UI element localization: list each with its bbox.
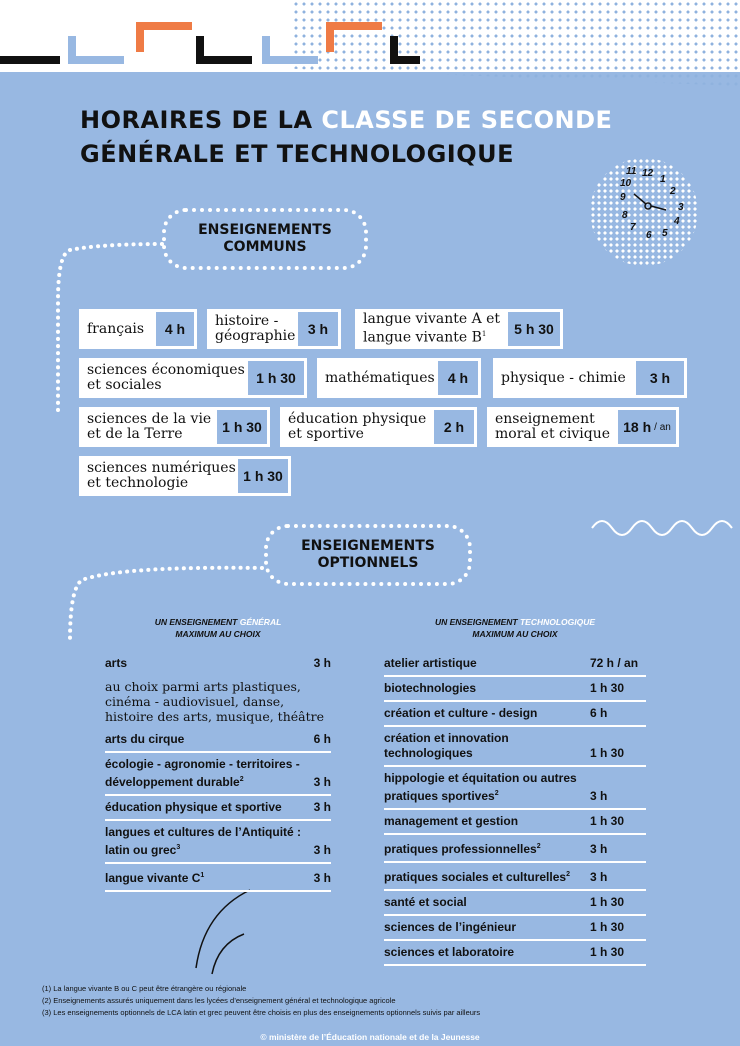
clock-number: 12 <box>642 168 654 179</box>
option-hours: 72 h / an <box>590 656 639 670</box>
section-badge-communs: ENSEIGNEMENTS COMMUNS <box>162 208 368 270</box>
option-name: langues et cultures de l’Antiquité : latin ou grec$^3$ <box>105 825 302 857</box>
course-hours: 3 h <box>636 361 684 395</box>
option-hours: 3 h <box>590 842 608 856</box>
option-hours: 1 h 30 <box>590 895 625 909</box>
option-row <box>105 753 331 796</box>
general-column-heading: UN ENSEIGNEMENT GÉNÉRAL MAXIMUM AU CHOIX <box>154 617 282 639</box>
course-card <box>317 358 481 398</box>
course-label: sciences de la vie et de la Terre <box>87 411 212 442</box>
option-hours: 3 h <box>313 871 331 885</box>
course-label: sciences économiques et sociales <box>87 362 245 393</box>
course-hours: 4 h <box>156 312 194 346</box>
option-hours: 3 h <box>313 775 331 789</box>
option-row <box>384 767 646 810</box>
option-hours: 3 h <box>313 843 331 857</box>
course-card <box>207 309 341 349</box>
course-card <box>79 456 291 496</box>
option-row <box>384 810 646 835</box>
option-row <box>105 864 331 892</box>
option-name: hippologie et équitation ou autres pratiques sportives$^2$ <box>384 771 577 803</box>
option-row <box>105 728 331 753</box>
option-hours: 3 h <box>590 870 608 884</box>
clock-number: 8 <box>622 210 628 221</box>
option-hours: 3 h <box>313 656 331 670</box>
clock-number: 2 <box>670 186 676 197</box>
option-name: écologie - agronomie - territoires - développement durable$^2$ <box>105 757 300 789</box>
footnotes <box>42 983 480 1019</box>
course-hours: 5 h 30 <box>508 312 560 346</box>
course-hours: 1 h 30 <box>217 410 267 444</box>
clock-number: 11 <box>626 166 637 177</box>
course-label: éducation physique et sportive <box>288 411 427 442</box>
course-label: enseignement moral et civique <box>495 411 611 442</box>
course-hours: 2 h <box>434 410 474 444</box>
option-hours: 1 h 30 <box>590 814 625 828</box>
option-row <box>105 652 331 675</box>
course-label: histoire - géographie <box>215 313 296 344</box>
clock-number: 3 <box>678 202 684 213</box>
option-row <box>384 677 646 702</box>
techno-options-table <box>384 652 646 966</box>
option-hours: 1 h 30 <box>590 746 625 760</box>
course-card <box>355 309 563 349</box>
option-hours: 1 h 30 <box>590 945 625 959</box>
option-hours: 1 h 30 <box>590 920 625 934</box>
option-row <box>105 821 331 864</box>
option-name: biotechnologies <box>384 681 477 695</box>
footnote: (3) Les enseignements optionnels de LCA latin et grec peuvent être choisis en plus des enseignements optionnels suivis par ailleurs <box>42 1008 481 1017</box>
option-name: langue vivante $C^1$ <box>105 871 205 885</box>
option-row <box>384 702 646 727</box>
option-name: éducation physique et sportive <box>105 800 282 814</box>
course-label: langue vivante A et langue vivante $B^1$ <box>363 311 501 346</box>
course-card <box>79 407 270 447</box>
course-label: français <box>87 320 145 337</box>
page-title: HORAIRES DE LA CLASSE DE SECONDE GÉNÉRALE ET TECHNOLOGIQUE <box>80 106 613 168</box>
option-name: atelier artistique <box>384 656 477 670</box>
option-row <box>384 863 646 891</box>
clock-number: 9 <box>620 192 626 203</box>
clock-number: 5 <box>662 228 668 239</box>
option-row <box>384 891 646 916</box>
course-card <box>79 309 197 349</box>
clock-number: 1 <box>660 174 666 185</box>
option-hours: 6 h <box>313 732 331 746</box>
clock-number: 6 <box>646 230 652 241</box>
option-row <box>384 727 646 767</box>
course-card <box>79 358 307 398</box>
option-name: pratiques sociales et culturelles$^2$ <box>384 870 570 884</box>
techno-column-heading: UN ENSEIGNEMENT TECHNOLOGIQUE MAXIMUM AU CHOIX <box>434 617 596 639</box>
clock-number: 4 <box>674 216 680 227</box>
option-name: arts <box>105 656 128 670</box>
course-label: sciences numériques et technologie <box>87 460 236 491</box>
option-hours: 1 h 30 <box>590 681 625 695</box>
option-name: arts du cirque <box>105 732 185 746</box>
option-hours: 3 h <box>313 800 331 814</box>
option-row <box>384 835 646 863</box>
option-row <box>384 916 646 941</box>
general-options-table <box>105 652 331 892</box>
course-label: mathématiques <box>325 369 435 386</box>
option-name: création et innovation technologiques <box>384 731 509 760</box>
option-row <box>384 652 646 677</box>
option-row <box>105 796 331 821</box>
course-hours: 4 h <box>438 361 478 395</box>
course-label: physique - chimie <box>501 369 626 386</box>
option-hours: 6 h <box>590 706 608 720</box>
course-hours: 1 h 30 <box>238 459 288 493</box>
course-card <box>487 407 679 447</box>
footnote: (1) La langue vivante B ou C peut être étrangère ou régionale <box>42 984 247 993</box>
course-card <box>280 407 477 447</box>
option-name: sciences et laboratoire <box>384 945 515 959</box>
footnote: (2) Enseignements assurés uniquement dans les lycées d’enseignement général et technologique agricole <box>42 996 396 1005</box>
section-badge-optionnels: ENSEIGNEMENTS OPTIONNELS <box>264 524 472 586</box>
option-name: santé et social <box>384 895 467 909</box>
copyright: © ministère de l’Éducation nationale et de la Jeunesse <box>260 1032 480 1042</box>
option-row <box>384 941 646 966</box>
course-hours: 18 h / an <box>618 410 676 444</box>
course-hours: 3 h <box>298 312 338 346</box>
option-name: création et culture - design <box>384 706 538 720</box>
option-name: sciences de l’ingénieur <box>384 920 517 934</box>
option-name: au choix parmi arts plastiques, cinéma - audiovisuel, danse, histoire des arts, musique, théâtre <box>105 679 324 724</box>
option-hours: 3 h <box>590 789 608 803</box>
option-name: pratiques professionnelles$^2$ <box>384 842 541 856</box>
clock-number: 10 <box>620 178 632 189</box>
option-name: management et gestion <box>384 814 519 828</box>
course-hours: 1 h 30 <box>248 361 304 395</box>
clock-number: 7 <box>630 222 636 233</box>
option-row <box>105 675 331 728</box>
course-card <box>493 358 687 398</box>
